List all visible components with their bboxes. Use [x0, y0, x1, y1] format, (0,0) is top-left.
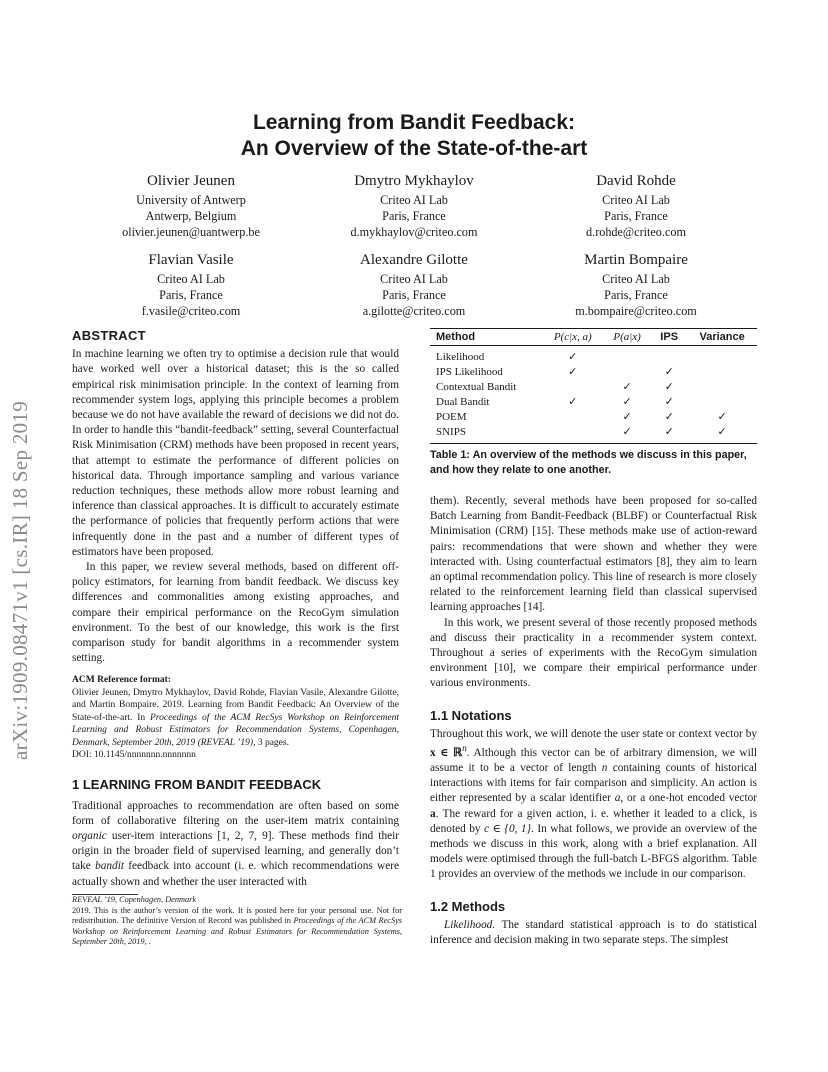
table-cell-method: Dual Bandit — [436, 396, 490, 408]
table-cell-check — [603, 346, 651, 366]
acm-reference-authors: Olivier Jeunen, Dmytro Mykhaylov, David Rohde, Flavian Vasile, Alexandre Gilotte, and Martin Bompaire. 2019. Learning from Bandit Feedback: An Overview of the State-of-the-art. In — [72, 687, 399, 723]
section-1-heading: 1 LEARNING FROM BANDIT FEEDBACK — [72, 777, 322, 793]
section-1-text: Traditional approaches to recommendation are often based on some form of collaborative filtering on the user-item matrix containing — [72, 799, 399, 827]
column-header-pcxa: P(c|x, a) — [553, 331, 592, 343]
footnote — [72, 895, 402, 948]
notations-text: , or a one-hot encoded vector — [620, 792, 757, 805]
table-caption: Table 1: An overview of the methods we discuss in this paper, and how they relate to one another. — [430, 449, 747, 476]
table-cell-method: Contextual Bandit — [436, 381, 517, 393]
table-row — [430, 395, 757, 410]
author-name: Alexandre Gilotte — [360, 252, 468, 268]
acm-reference-heading: ACM Reference format: — [72, 675, 171, 686]
table-cell-check: ✓ — [717, 426, 727, 438]
right-paragraph-2: In this work, we present several of those recently proposed methods and discuss their practicality in a recommender system context. Throughout a series of experiments with the RecoGym simulation environment [10], we compare their empirical performance under various environments. — [430, 616, 757, 690]
footnote-proceedings: Proceedings of the ACM RecSys Workshop on Reinforcement Learning and Robust Estimators for Recommendation Systems, September 20th, 2019, — [72, 916, 403, 947]
table-cell-check: ✓ — [622, 381, 632, 393]
table-cell-method: IPS Likelihood — [436, 366, 503, 378]
math-c-in-01: c ∈ {0, 1} — [484, 822, 532, 835]
author-1 — [81, 172, 301, 240]
author-name: Martin Bompaire — [584, 252, 688, 268]
author-2 — [304, 172, 524, 240]
right-paragraph-1: them). Recently, several methods have been proposed for so-called Batch Learning from Bandit-Feedback (BLBF) or Counterfactual Risk Minimisation (CRM) [15]. These methods make use of action-reward pairs: recommendations that were shown and whether they were interacted with. Using counterfactual estimators [8], they aim to learn an optimal recommendation policy. This line of research is more closely related to the reinforcement learning field than classical supervised learning approaches [14]. — [430, 495, 757, 614]
notations-text: . In what follows, we provide an overview of the methods we discuss in this work, along with a brief explanation. All models were optimised through the full-batch L-BFGS algorithm. Table 1 provides an overview of the methods we include in our comparison. — [430, 822, 757, 881]
author-name: David Rohde — [596, 173, 676, 189]
acm-reference — [72, 674, 399, 761]
author-5 — [304, 251, 524, 319]
table-cell-check: ✓ — [664, 381, 674, 393]
table-cell-check: ✓ — [622, 411, 632, 423]
section-1-paragraph — [72, 799, 399, 890]
author-location: Paris, France — [382, 288, 446, 302]
title-line-2: An Overview of the State-of-the-art — [240, 137, 588, 160]
table-cell-check — [687, 346, 757, 366]
abstract-heading: ABSTRACT — [72, 328, 146, 343]
author-email: f.vasile@criteo.com — [141, 304, 241, 318]
table-cell-method: POEM — [436, 411, 467, 423]
methods-paragraph — [430, 918, 757, 948]
notations-text: Throughout this work, we will denote the user state or context vector by — [430, 727, 757, 740]
author-email: olivier.jeunen@uantwerp.be — [122, 225, 260, 239]
subsection-1-1-heading: 1.1 Notations — [430, 707, 512, 723]
column-header-ips: IPS — [660, 331, 679, 343]
notations-paragraph — [430, 727, 757, 883]
methods-table — [430, 328, 757, 444]
author-email: a.gilotte@criteo.com — [362, 304, 466, 318]
author-affiliation: Criteo AI Lab — [602, 193, 670, 207]
acm-reference-venue: Proceedings of the ACM RecSys Workshop on Reinforcement Learning and Robust Estimators for Recommendation Systems, Copenhagen, Denmark, September 20th, 2019 (REVEAL ’19), — [72, 712, 399, 748]
math-a: a — [614, 792, 621, 805]
subsection-1-2-heading: 1.2 Methods — [430, 898, 506, 914]
acm-reference-text — [72, 687, 399, 749]
math-superscript-n: n — [462, 744, 467, 755]
abstract-paragraph-1: In machine learning we often try to optimise a decision rule that would have worked well over a historical dataset; this is the so called empirical risk minimisation principle. In the context of learning from recommender system logs, applying this principle becomes a problem because we do not have available the reward of decisions we did not do. In order to handle this “bandit-feedback” setting, several Counterfactual Risk Minimisation (CRM) methods have been proposed in recent years, that attempt to estimate the performance of different policies on historical data. Through importance sampling and various variance reduction techniques, these methods allow more robust learning and inference than classical approaches. It is difficult to accurately estimate the performance of policies that frequently perform actions that were infrequently done in the past and a number of different types of estimators have been proposed. — [72, 348, 399, 558]
footnote-text — [72, 906, 402, 948]
author-location: Paris, France — [604, 288, 668, 302]
author-email: d.rohde@criteo.com — [586, 225, 686, 239]
author-affiliation: Criteo AI Lab — [157, 272, 225, 286]
author-affiliation: Criteo AI Lab — [602, 272, 670, 286]
author-location: Antwerp, Belgium — [145, 209, 237, 223]
author-4 — [81, 251, 301, 319]
table-cell-check: ✓ — [622, 426, 632, 438]
footnote-venue-line: REVEAL ’19, Copenhagen, Denmark — [72, 895, 197, 904]
author-location: Paris, France — [159, 288, 223, 302]
footnote-notice: 2019. This is the author’s version of the work. It is posted here for your personal use. Not for redistribution. The definitive Version of Record was published in — [72, 905, 402, 926]
table-row — [430, 410, 757, 425]
table-row — [430, 380, 757, 395]
table-cell-check: ✓ — [568, 396, 578, 408]
table-cell-method: Likelihood — [436, 351, 485, 363]
methods-text: The standard statistical approach is to do statistical inference and decision making in two separate steps. The simplest — [430, 918, 757, 947]
author-name: Dmytro Mykhaylov — [354, 173, 474, 189]
table-cell-check — [603, 365, 651, 380]
run-in-heading-likelihood: Likelihood. — [444, 918, 496, 931]
table-cell-check — [542, 410, 603, 425]
left-column — [72, 328, 399, 890]
table-cell-check — [687, 395, 757, 410]
emphasis-organic: organic — [72, 829, 107, 842]
table-cell-check: ✓ — [664, 366, 674, 378]
table-cell-method: SNIPS — [436, 426, 466, 438]
methods-table-container — [430, 328, 757, 478]
author-email: m.bompaire@criteo.com — [575, 304, 697, 318]
abstract-paragraph-2: In this paper, we review several methods, based on different off-policy estimators, for learning from bandit feedback. We discuss key differences and commonalities among existing approaches, and compare their empirical performance on the RecoGym simulation environment. To the best of our knowledge, this work is the first comparison study for bandit algorithms in a recommender system setting. — [72, 561, 399, 665]
acm-reference-doi: DOI: 10.1145/nnnnnnn.nnnnnnn — [72, 749, 196, 760]
table-cell-check: ✓ — [568, 366, 578, 378]
notations-text: . The reward for a given action, i. e. whether it leaded to a click, is denoted by — [430, 807, 757, 835]
column-header-method: Method — [436, 331, 476, 343]
table-cell-check — [687, 365, 757, 380]
math-a-vector: a — [430, 807, 436, 820]
table-header-row — [430, 329, 757, 346]
author-affiliation: University of Antwerp — [136, 193, 246, 207]
author-email: d.mykhaylov@criteo.com — [350, 225, 478, 239]
table-row — [430, 346, 757, 366]
column-header-pax: P(a|x) — [613, 331, 641, 343]
emphasis-bandit: bandit — [95, 860, 124, 873]
author-affiliation: Criteo AI Lab — [380, 193, 448, 207]
section-1-text: feedback into account (i. e. which recommendations were actually shown and whether the user interacted with — [72, 860, 399, 888]
table-cell-check — [651, 346, 687, 366]
author-name: Flavian Vasile — [148, 252, 234, 268]
table-cell-check — [542, 425, 603, 444]
column-header-variance: Variance — [699, 331, 745, 343]
paper-title — [0, 110, 828, 162]
author-affiliation: Criteo AI Lab — [380, 272, 448, 286]
author-location: Paris, France — [382, 209, 446, 223]
author-3 — [526, 172, 746, 240]
table-cell-check: ✓ — [664, 411, 674, 423]
author-name: Olivier Jeunen — [147, 173, 235, 189]
arxiv-identifier: arXiv:1909.08471v1 [cs.IR] 18 Sep 2019 — [8, 400, 32, 760]
notations-text: . Although this vector can be of arbitrary dimension, we will assume it to be a vector of length — [430, 746, 757, 775]
math-n: n — [601, 762, 608, 775]
table-cell-check: ✓ — [622, 396, 632, 408]
table-cell-check: ✓ — [568, 351, 578, 363]
section-1-text: user-item interactions [1, 2, 7, 9]. These methods find their origin in the broader field of supervised learning, and generally don’t take — [72, 829, 400, 873]
right-column — [430, 494, 757, 948]
table-row — [430, 425, 757, 444]
acm-reference-pages: 3 pages. — [257, 737, 289, 748]
table-cell-check — [542, 380, 603, 395]
footnote-tail: . — [148, 937, 151, 947]
notations-text: containing counts of historical interactions with items for fair comparison and simplicity. An action is either represented by a scalar identifier — [430, 762, 758, 805]
table-row — [430, 365, 757, 380]
table-cell-check: ✓ — [717, 411, 727, 423]
author-location: Paris, France — [604, 209, 668, 223]
math-x-in-rn: x ∈ ℝ — [430, 746, 463, 759]
title-line-1: Learning from Bandit Feedback: — [252, 111, 576, 134]
table-cell-check: ✓ — [664, 396, 674, 408]
author-6 — [526, 251, 746, 319]
table-cell-check: ✓ — [664, 426, 674, 438]
table-cell-check — [687, 380, 757, 395]
